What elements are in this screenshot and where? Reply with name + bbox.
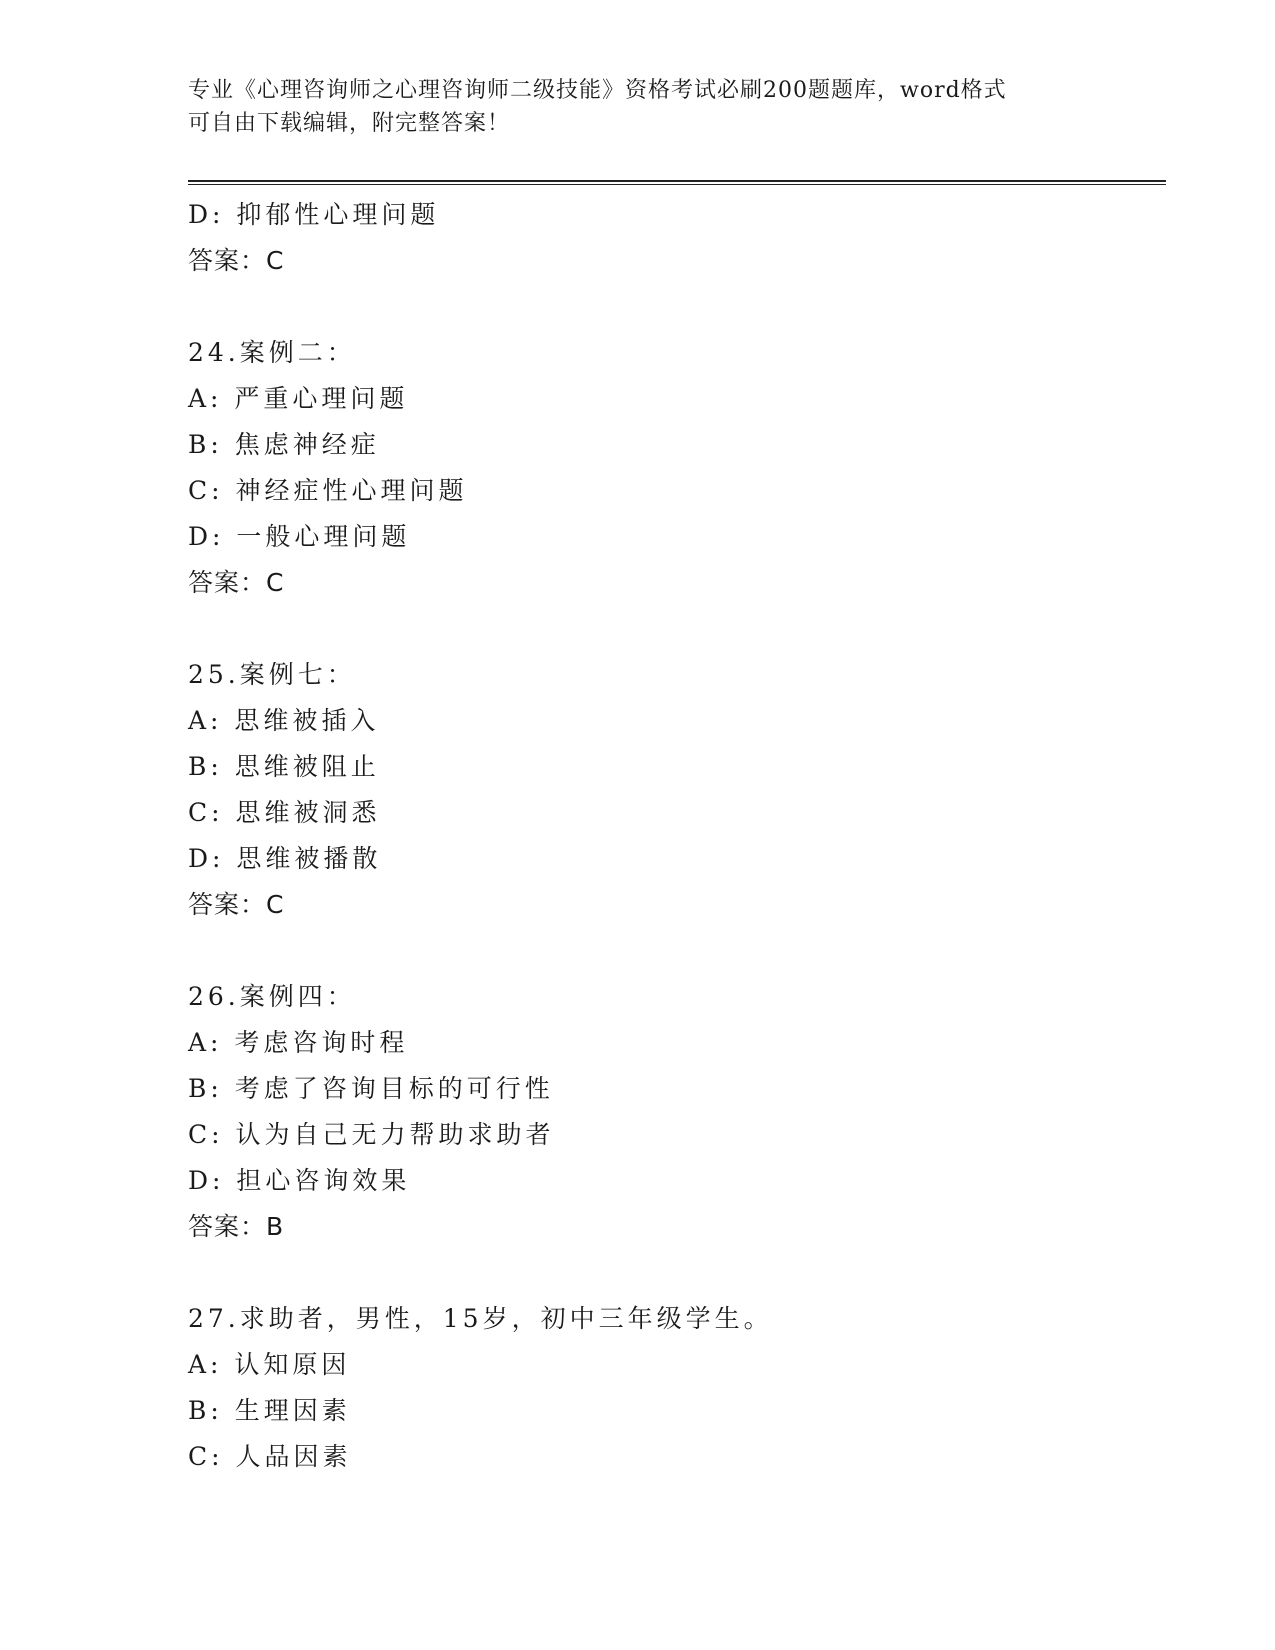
option-c: C: 认为自己无力帮助求助者 xyxy=(188,1120,555,1149)
option-a: A: 思维被插入 xyxy=(188,706,380,735)
question-26 xyxy=(188,974,1138,1250)
option-c: C: 神经症性心理问题 xyxy=(188,476,468,505)
option-b: B: 思维被阻止 xyxy=(188,752,380,781)
option-d: D: 一般心理问题 xyxy=(188,522,411,551)
question-stem: 24.案例二： xyxy=(188,338,356,367)
option-a: A: 认知原因 xyxy=(188,1350,351,1379)
option-c: C: 人品因素 xyxy=(188,1442,352,1471)
option-d: D: 担心咨询效果 xyxy=(188,1166,411,1195)
option-b: B: 考虑了咨询目标的可行性 xyxy=(188,1074,554,1103)
question-list xyxy=(188,192,1138,1480)
document-header xyxy=(188,74,1088,140)
answer-line: 答案：C xyxy=(188,246,285,275)
header-title-line-1: 专业《心理咨询师之心理咨询师二级技能》资格考试必刷200题题库，word格式 xyxy=(188,78,1007,103)
header-divider-thick xyxy=(188,180,1166,182)
question-stem: 27.求助者，男性，15岁，初中三年级学生。 xyxy=(188,1304,773,1333)
answer-line: 答案：B xyxy=(188,1212,285,1241)
option-c: C: 思维被洞悉 xyxy=(188,798,381,827)
header-title-line-2: 可自由下载编辑，附完整答案！ xyxy=(188,111,511,136)
header-divider-thin xyxy=(188,184,1166,185)
spacer xyxy=(188,1250,1138,1296)
option-a: A: 考虑咨询时程 xyxy=(188,1028,409,1057)
answer-line: 答案：C xyxy=(188,890,285,919)
answer-line: 答案：C xyxy=(188,568,285,597)
question-stem: 26.案例四： xyxy=(188,982,356,1011)
question-24 xyxy=(188,330,1138,606)
question-27 xyxy=(188,1296,1138,1480)
option-d: D: 抑郁性心理问题 xyxy=(188,200,440,229)
spacer xyxy=(188,606,1138,652)
spacer xyxy=(188,284,1138,330)
option-b: B: 生理因素 xyxy=(188,1396,351,1425)
spacer xyxy=(188,928,1138,974)
question-stem: 25.案例七： xyxy=(188,660,356,689)
question-25 xyxy=(188,652,1138,928)
option-d: D: 思维被播散 xyxy=(188,844,382,873)
option-a: A: 严重心理问题 xyxy=(188,384,409,413)
option-b: B: 焦虑神经症 xyxy=(188,430,380,459)
